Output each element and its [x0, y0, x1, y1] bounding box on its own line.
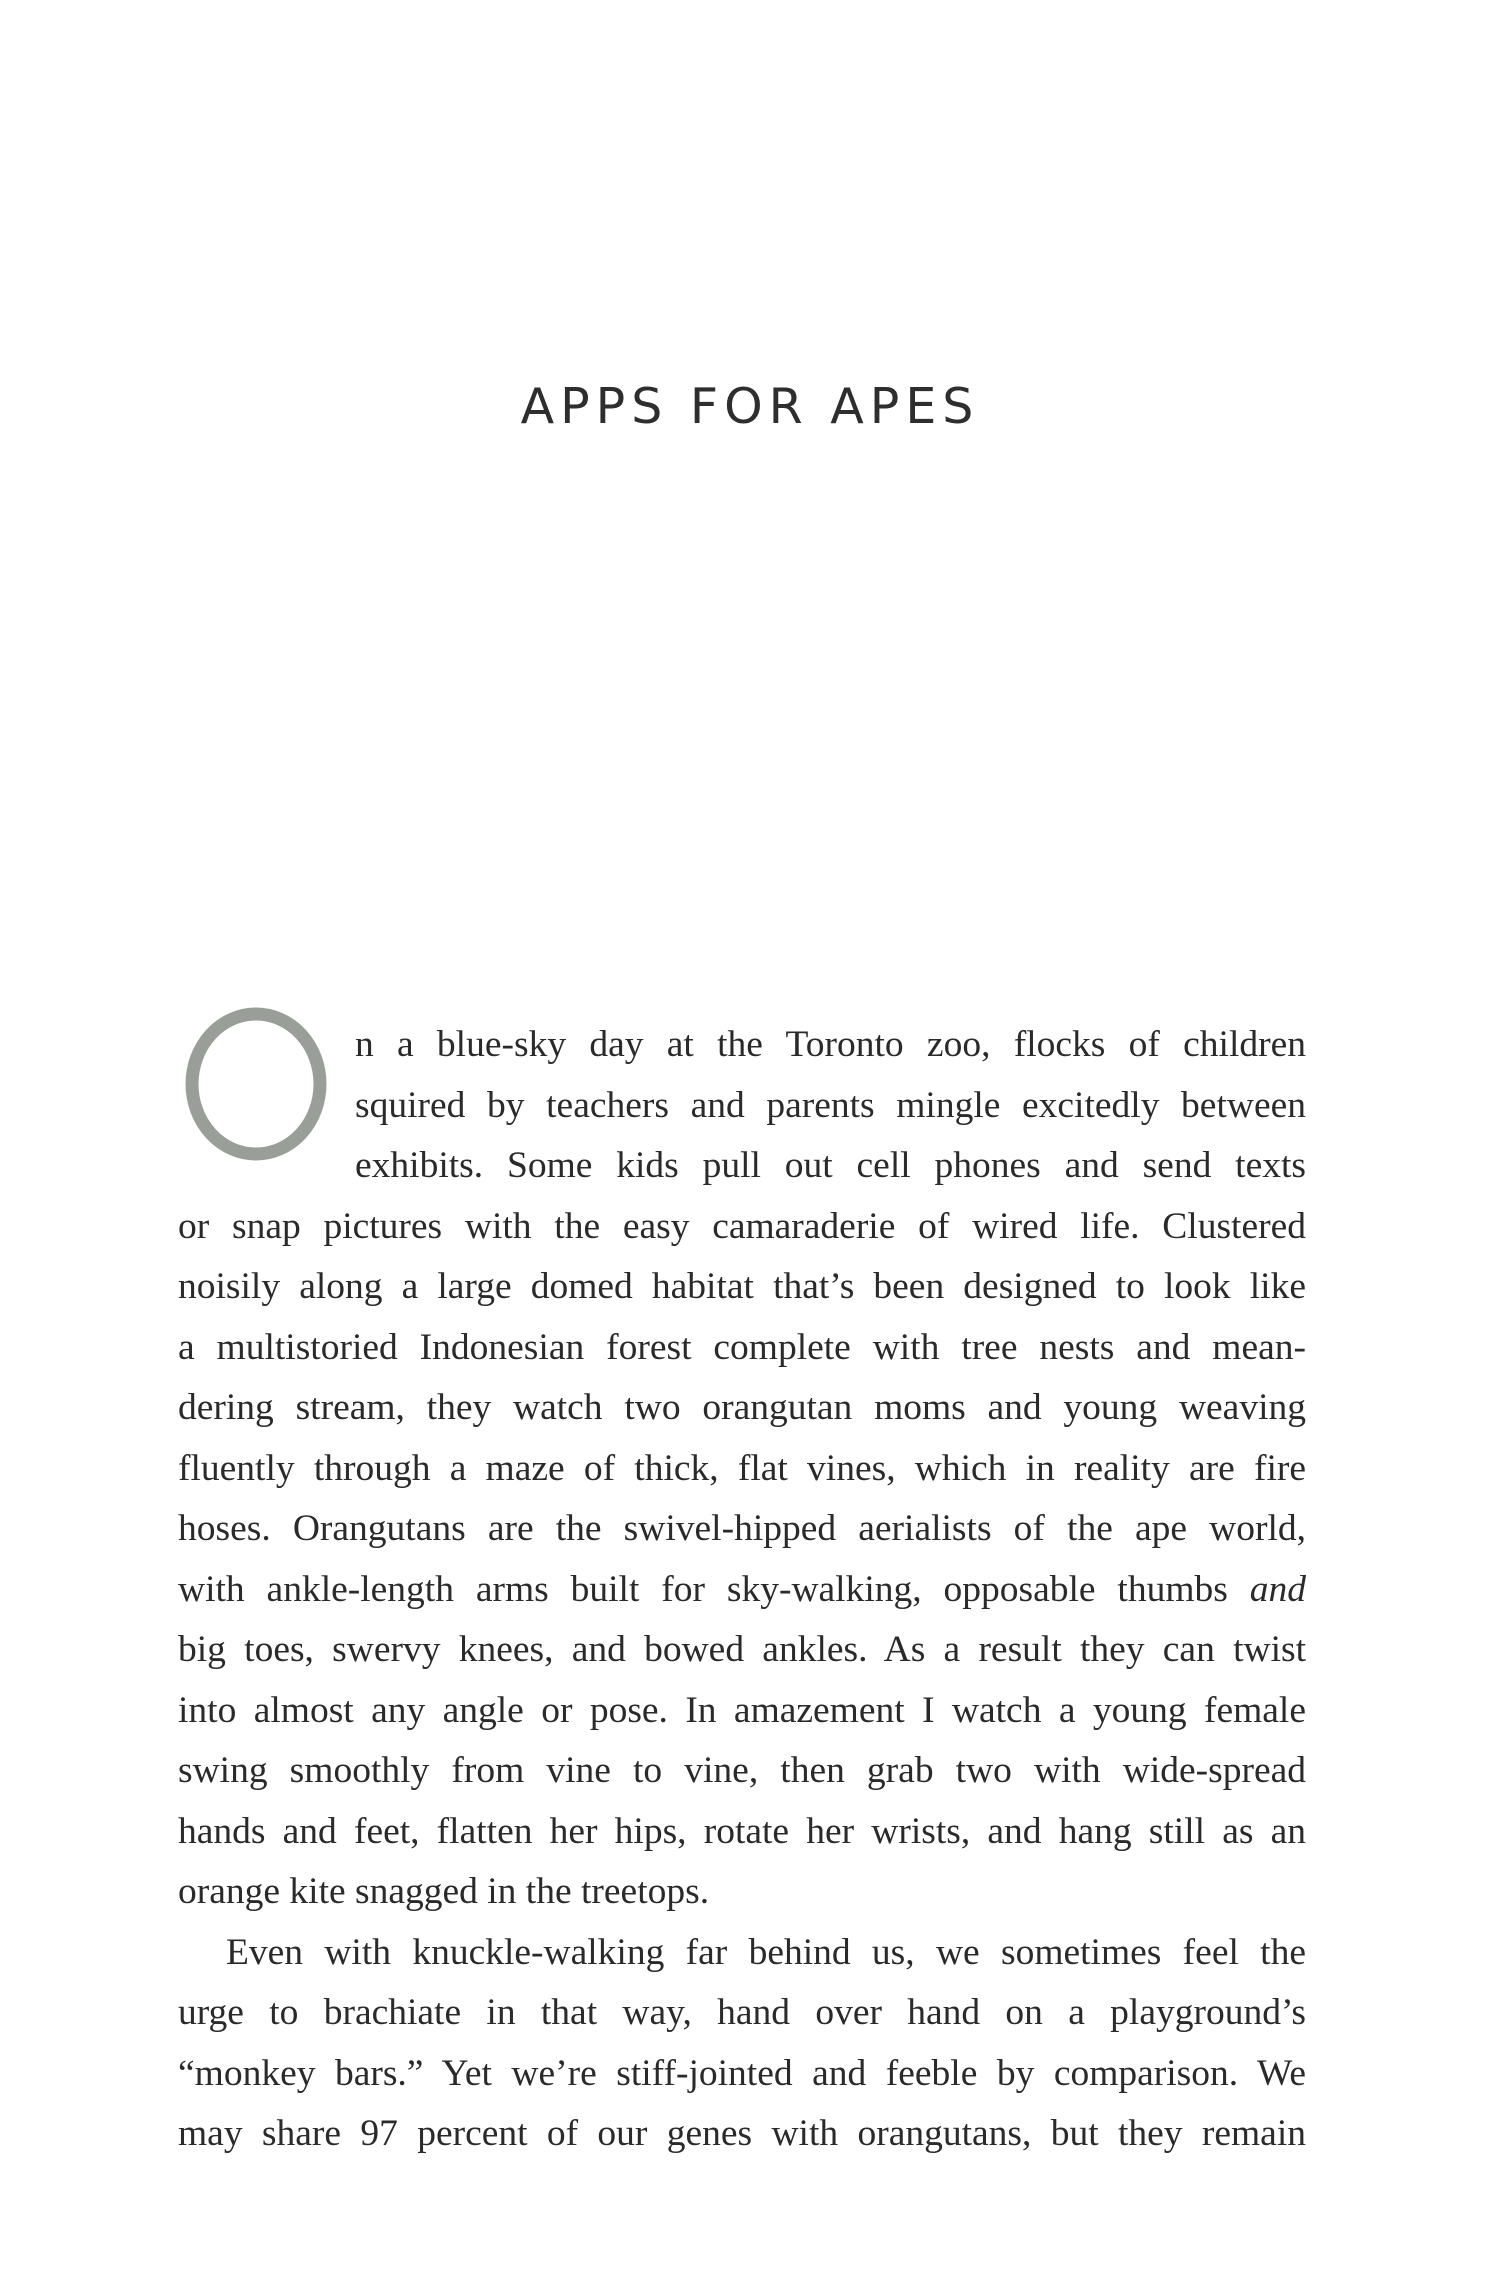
text-line: big toes, swervy knees, and bowed ankles. As a result they can twist — [178, 1629, 1306, 1670]
text-line: squired by teachers and parents mingle excitedly between — [355, 1084, 1306, 1126]
text-line-with-emphasis — [178, 1560, 1306, 1621]
text-line: orange kite snagged in the treetops. — [178, 1871, 710, 1912]
text-line: dering stream, they watch two orangutan moms and young weaving — [178, 1387, 1306, 1428]
text-line: may share 97 percent of our genes with orangutans, but they remain — [178, 2113, 1306, 2154]
paragraph-2 — [178, 1923, 1306, 2165]
text-line: swing smoothly from vine to vine, then grab two with wide-spread — [178, 1750, 1306, 1791]
body-text — [178, 1015, 1306, 2165]
text-segment: with ankle-length arms built for sky-walking, opposable thumbs — [178, 1568, 1228, 1610]
text-line: hoses. Orangutans are the swivel-hipped aerialists of the ape world, — [178, 1508, 1306, 1549]
text-line: hands and feet, flatten her hips, rotate her wrists, and hang still as an — [178, 1810, 1306, 1852]
text-line: Even with knuckle-walking far behind us, we sometimes feel the — [226, 1931, 1306, 1973]
text-line: a multistoried Indonesian forest complete with tree nests and mean- — [178, 1326, 1306, 1368]
text-line: into almost any angle or pose. In amazement I watch a young female — [178, 1689, 1306, 1731]
paragraph-1 — [178, 1015, 1306, 1923]
chapter-title: APPS FOR APES — [520, 378, 980, 435]
text-line: “monkey bars.” Yet we’re stiff-jointed and feeble by comparison. We — [178, 2052, 1306, 2094]
text-line: n a blue-sky day at the Toronto zoo, flocks of children — [355, 1024, 1306, 1065]
text-line: exhibits. Some kids pull out cell phones and send texts — [355, 1145, 1306, 1186]
emphasis-word: and — [1249, 1568, 1307, 1610]
text-line: urge to brachiate in that way, hand over hand on a playground’s — [178, 1992, 1306, 2033]
text-line: or snap pictures with the easy camaraderie of wired life. Clustered — [178, 1205, 1306, 1247]
text-line: noisily along a large domed habitat that’s been designed to look like — [178, 1266, 1306, 1307]
text-line: fluently through a maze of thick, flat vines, which in reality are fire — [178, 1447, 1306, 1489]
